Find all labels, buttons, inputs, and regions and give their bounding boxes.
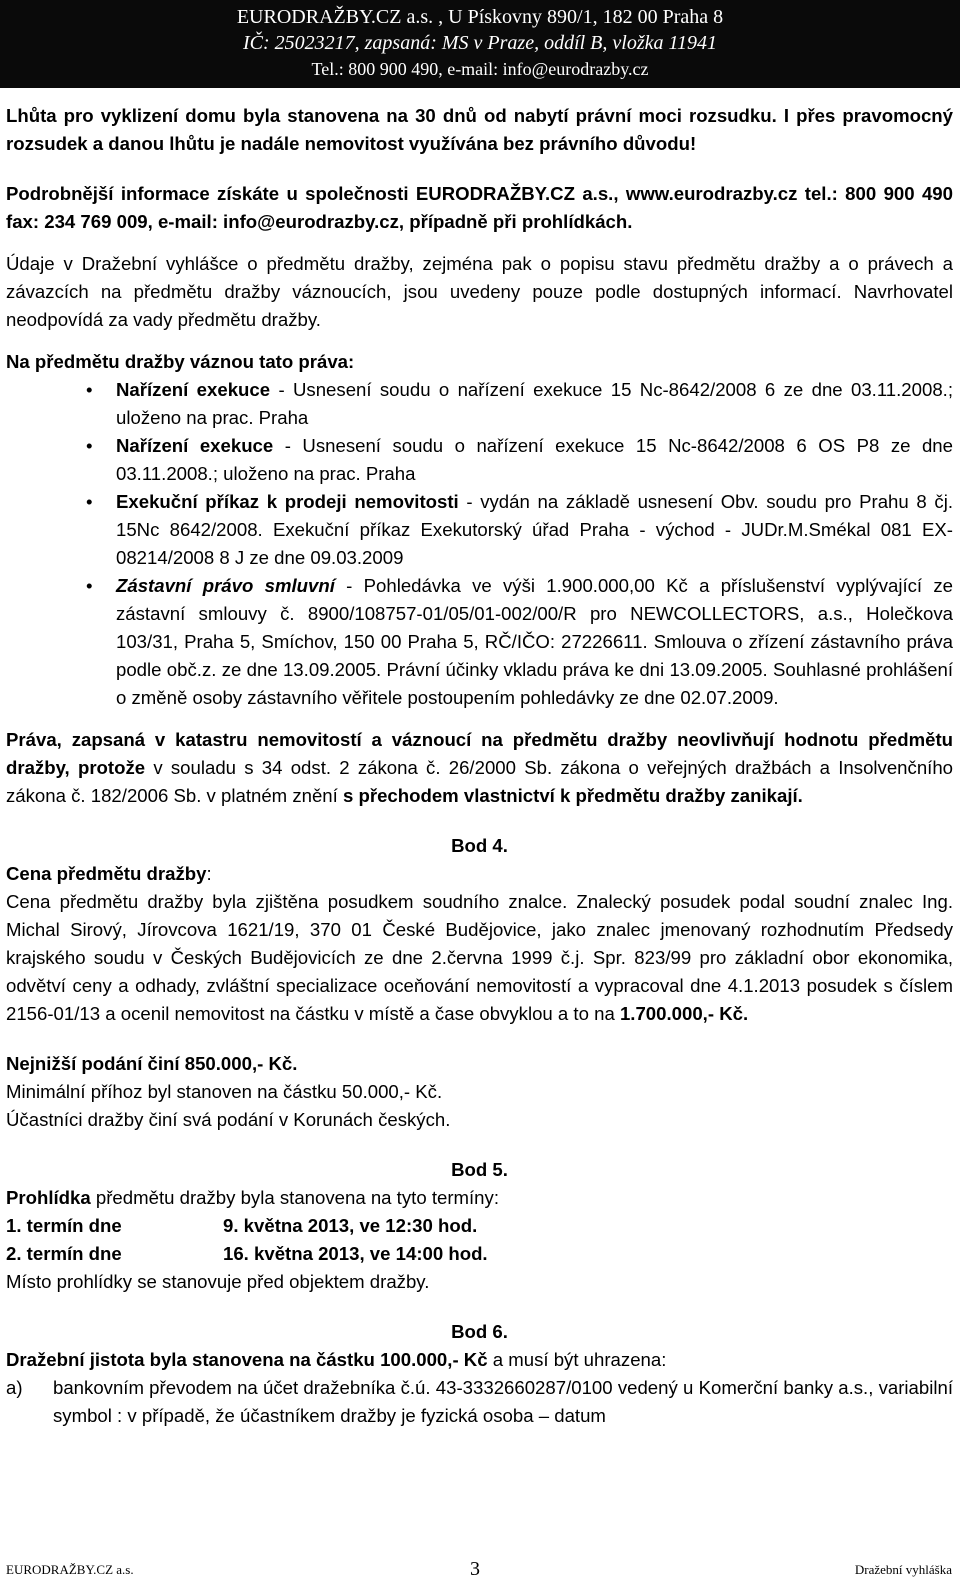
page-number: 3 (470, 1558, 480, 1580)
rights-heading: Na předmětu dražby váznou tato práva: (6, 351, 355, 372)
list-item: • Nařízení exekuce - Usnesení soudu o nařízení exekuce 15 Nc-8642/2008 6 ze dne 03.11.2008.; uloženo na prac. Praha (116, 376, 953, 432)
inspection-date-1: 1. termín dne 9. května 2013, ve 12:30 hod. (6, 1215, 478, 1236)
section-bod-4: Bod 4. (451, 835, 508, 856)
inspection-heading: Prohlídka předmětu dražby byla stanovena na tyto termíny: (6, 1187, 499, 1208)
inspection-location: Místo prohlídky se stanovuje před objektem dražby. (6, 1271, 430, 1292)
list-item: • Exekuční příkaz k prodeji nemovitosti - vydán na základě usnesení Obv. soudu pro Prahu 8 čj. 15Nc 8642/2008. Exekuční příkaz Exekutorský úřad Praha - východ - JUDr.M.Smékal 081 EX-08214/2008 8 J ze dne 09.03.2009 (116, 488, 953, 572)
price-heading: Cena předmětu dražby: (6, 863, 212, 884)
document-header (0, 0, 960, 88)
section-bod-5: Bod 5. (451, 1159, 508, 1180)
payment-option-a: a) bankovním převodem na účet dražebníka č.ú. 43-3332660287/0100 vedený u Komerční banky a.s., variabilní symbol : v případě, že účastníkem dražby je fyzická osoba – datum (6, 1377, 953, 1426)
paragraph-rights-expire: Práva, zapsaná v katastru nemovitostí a váznoucí na předmětu dražby neovlivňují hodnotu předmětu dražby, protože v souladu s 34 odst. 2 zákona č. 26/2000 Sb. zákona o veřejných dražbách a Insolvenčního zákona č. 182/2006 Sb. v platném znění s přechodem vlastnictví k předmětu dražby zanikají. (6, 729, 954, 806)
list-item: • Nařízení exekuce - Usnesení soudu o nařízení exekuce 15 Nc-8642/2008 6 OS P8 ze dne 03.11.2008.; uloženo na prac. Praha (116, 432, 953, 488)
header-contact-line: Tel.: 800 900 490, e-mail: info@eurodrazby.cz (311, 59, 649, 79)
section-bod-6: Bod 6. (451, 1321, 508, 1342)
paragraph-price: Cena předmětu dražby byla zjištěna posudkem soudního znalce. Znalecký posudek podal soudní znalec Ing. Michal Sirový, Jírovcova 1621/19, 370 01 České Budějovice, jako znalec jmenovaný rozhodnutím Předsedy krajského soudu v Českých Budějovicích ze dne 2.června 1999 č.j. Spr. 823/99 pro základní obor ekonomika, odvětví ceny a odhady, zvláštní specializace oceňování nemovitostí a vypracoval dne 4.1.2013 posudek s číslem 2156-01/13 a ocenil nemovitost na částku v místě a čase obvyklou a to na 1.700.000,- Kč. (6, 891, 953, 1024)
bid-currency: Účastníci dražby činí svá podání v Korunách českých. (6, 1109, 451, 1130)
minimum-bid: Nejnižší podání činí 850.000,- Kč. (6, 1053, 298, 1074)
deposit-heading: Dražební jistota byla stanovena na částku 100.000,- Kč a musí být uhrazena: (6, 1349, 667, 1370)
document-body (6, 102, 953, 1430)
paragraph-disclaimer: Údaje v Dražební vyhlášce o předmětu dražby, zejména pak o popisu stavu předmětu dražby a o právech a závazcích na předmětu dražby váznoucích, jsou uvedeny pouze podle dostupných informací. Navrhovatel neodpovídá za vady předmětu dražby. (6, 253, 953, 330)
inspection-date-2: 2. termín dne 16. května 2013, ve 14:00 hod. (6, 1243, 488, 1264)
paragraph-contact-info: Podrobnější informace získáte u společnosti EURODRAŽBY.CZ a.s., www.eurodrazby.cz tel.: 800 900 490 fax: 234 769 009, e-mail: info@eurodrazby.cz, případně při prohlídkách. (6, 183, 953, 232)
header-company-line: EURODRAŽBY.CZ a.s. , U Pískovny 890/1, 182 00 Praha 8 (236, 6, 724, 28)
list-item: • Zástavní právo smluvní - Pohledávka ve výši 1.900.000,00 Kč a příslušenství vyplývající ze zástavní smlouvy č. 8900/108757-01/05/01-002/00/R pro NEWCOLLECTORS, a.s., Holečkova 103/31, Praha 5, Smíchov, 150 00 Praha 5, RČ/IČO: 27226611. Smlouva o zřízení zástavního práva podle obč.z. ze dne 13.09.2005. Právní účinky vkladu práva ke dni 13.09.2005. Souhlasné prohlášení o změně osoby zástavního věřitele postoupením pohledávky ze dne 02.07.2009. (116, 572, 953, 712)
rights-list (6, 376, 953, 712)
footer-document-title: Dražební vyhláška (854, 1562, 952, 1577)
minimum-increment: Minimální příhoz byl stanoven na částku 50.000,- Kč. (6, 1081, 443, 1102)
paragraph-eviction: Lhůta pro vyklizení domu byla stanovena na 30 dnů od nabytí právní moci rozsudku. I přes pravomocný rozsudek a danou lhůtu je nadále nemovitost využívána bez právního důvodu! (6, 105, 953, 154)
footer-company: EURODRAŽBY.CZ a.s. (6, 1562, 134, 1577)
page-footer (0, 1556, 960, 1581)
header-registration-line: IČ: 25023217, zapsaná: MS v Praze, oddíl B, vložka 11941 (242, 32, 718, 54)
